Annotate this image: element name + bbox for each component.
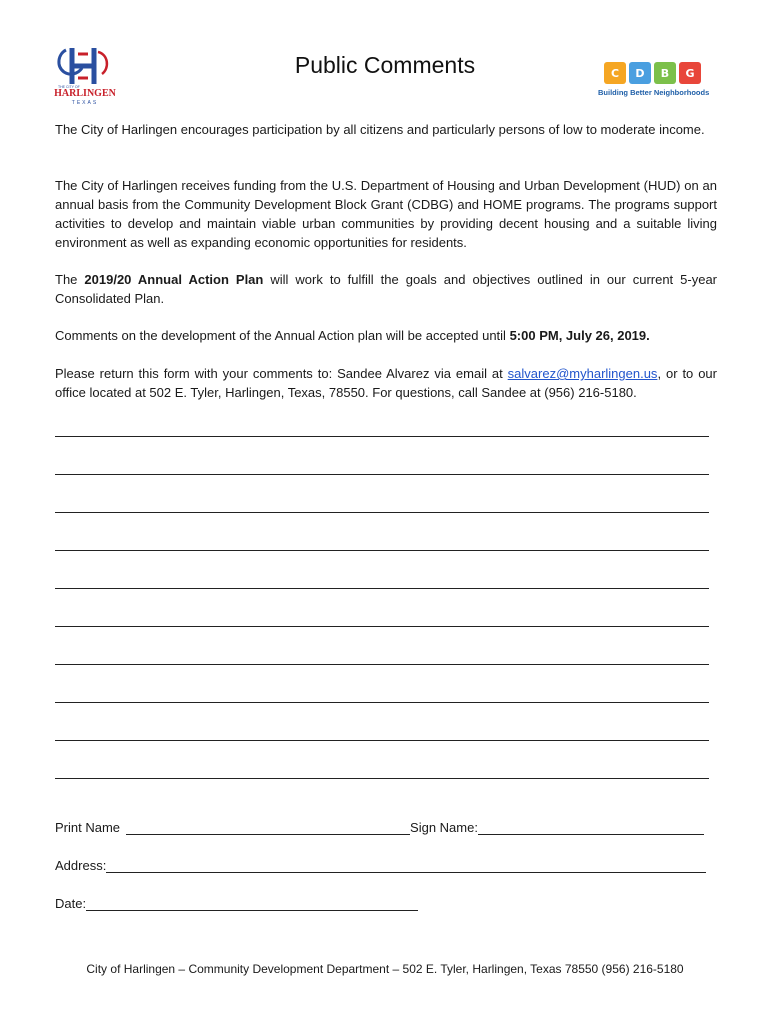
logo-name: HARLINGEN bbox=[54, 88, 116, 99]
sign-name-field[interactable] bbox=[478, 820, 704, 835]
address-label: Address: bbox=[55, 858, 107, 873]
cdbg-letter-g: G bbox=[679, 62, 701, 84]
deadline-pre: Comments on the development of the Annual Action plan will be accepted until bbox=[55, 328, 510, 343]
name-row bbox=[55, 820, 704, 835]
sign-name-label: Sign Name: bbox=[410, 820, 478, 835]
comment-line[interactable] bbox=[55, 474, 709, 475]
logo-top-text: THE CITY OF bbox=[58, 85, 80, 89]
comment-line[interactable] bbox=[55, 626, 709, 627]
comment-line[interactable] bbox=[55, 588, 709, 589]
return-pre: Please return this form with your comments to: Sandee Alvarez via email at bbox=[55, 366, 508, 381]
funding-paragraph: The City of Harlingen receives funding from the U.S. Department of Housing and Urban Development (HUD) on an annual basis from the Community Development Block Grant (CDBG) and HOME programs. The programs support activities to develop and maintain viable urban communities by providing decent housing and a suitable living environment as well as expanding economic opportunities for residents. bbox=[55, 178, 717, 250]
date-label: Date: bbox=[55, 896, 87, 911]
date-field[interactable] bbox=[86, 896, 418, 911]
cdbg-logo bbox=[598, 62, 716, 106]
cdbg-tagline: Building Better Neighborhoods bbox=[598, 88, 710, 97]
cdbg-letter-b: B bbox=[654, 62, 676, 84]
logo-state: TEXAS bbox=[71, 100, 99, 106]
print-name-field[interactable] bbox=[126, 820, 410, 835]
date-row bbox=[55, 896, 418, 911]
action-plan-paragraph bbox=[55, 270, 717, 308]
cdbg-letters bbox=[598, 62, 716, 84]
comment-line[interactable] bbox=[55, 512, 709, 513]
footer-address: City of Harlingen – Community Development Department – 502 E. Tyler, Harlingen, Texas 78550 (956) 216-5180 bbox=[86, 962, 684, 976]
comment-line[interactable] bbox=[55, 778, 709, 779]
comment-line[interactable] bbox=[55, 740, 709, 741]
print-name-label: Print Name bbox=[55, 820, 121, 835]
comment-line[interactable] bbox=[55, 436, 709, 437]
deadline-paragraph bbox=[55, 326, 717, 345]
comment-line[interactable] bbox=[55, 550, 709, 551]
action-plan-post: will work to fulfill the goals and objectives outlined in our current 5-year Consolidated Plan. bbox=[55, 272, 718, 306]
email-link[interactable]: salvarez@myharlingen.us bbox=[507, 366, 658, 381]
cdbg-letter-d: D bbox=[629, 62, 651, 84]
return-paragraph bbox=[55, 364, 717, 402]
return-post: , or to our office located at 502 E. Tyler, Harlingen, Texas, 78550. For questions, call Sandee at (956) 216-5180. bbox=[55, 366, 717, 400]
action-plan-pre: The bbox=[55, 272, 85, 287]
comment-line[interactable] bbox=[55, 664, 709, 665]
deadline-date: 5:00 PM, July 26, 2019. bbox=[509, 328, 650, 343]
cdbg-letter-c: C bbox=[604, 62, 626, 84]
address-row bbox=[55, 858, 706, 873]
comment-line[interactable] bbox=[55, 702, 709, 703]
action-plan-title: 2019/20 Annual Action Plan bbox=[84, 272, 264, 287]
address-field[interactable] bbox=[106, 858, 706, 873]
intro-paragraph: The City of Harlingen encourages participation by all citizens and particularly persons of low to moderate income. bbox=[55, 122, 705, 137]
page-title: Public Comments bbox=[294, 52, 476, 78]
